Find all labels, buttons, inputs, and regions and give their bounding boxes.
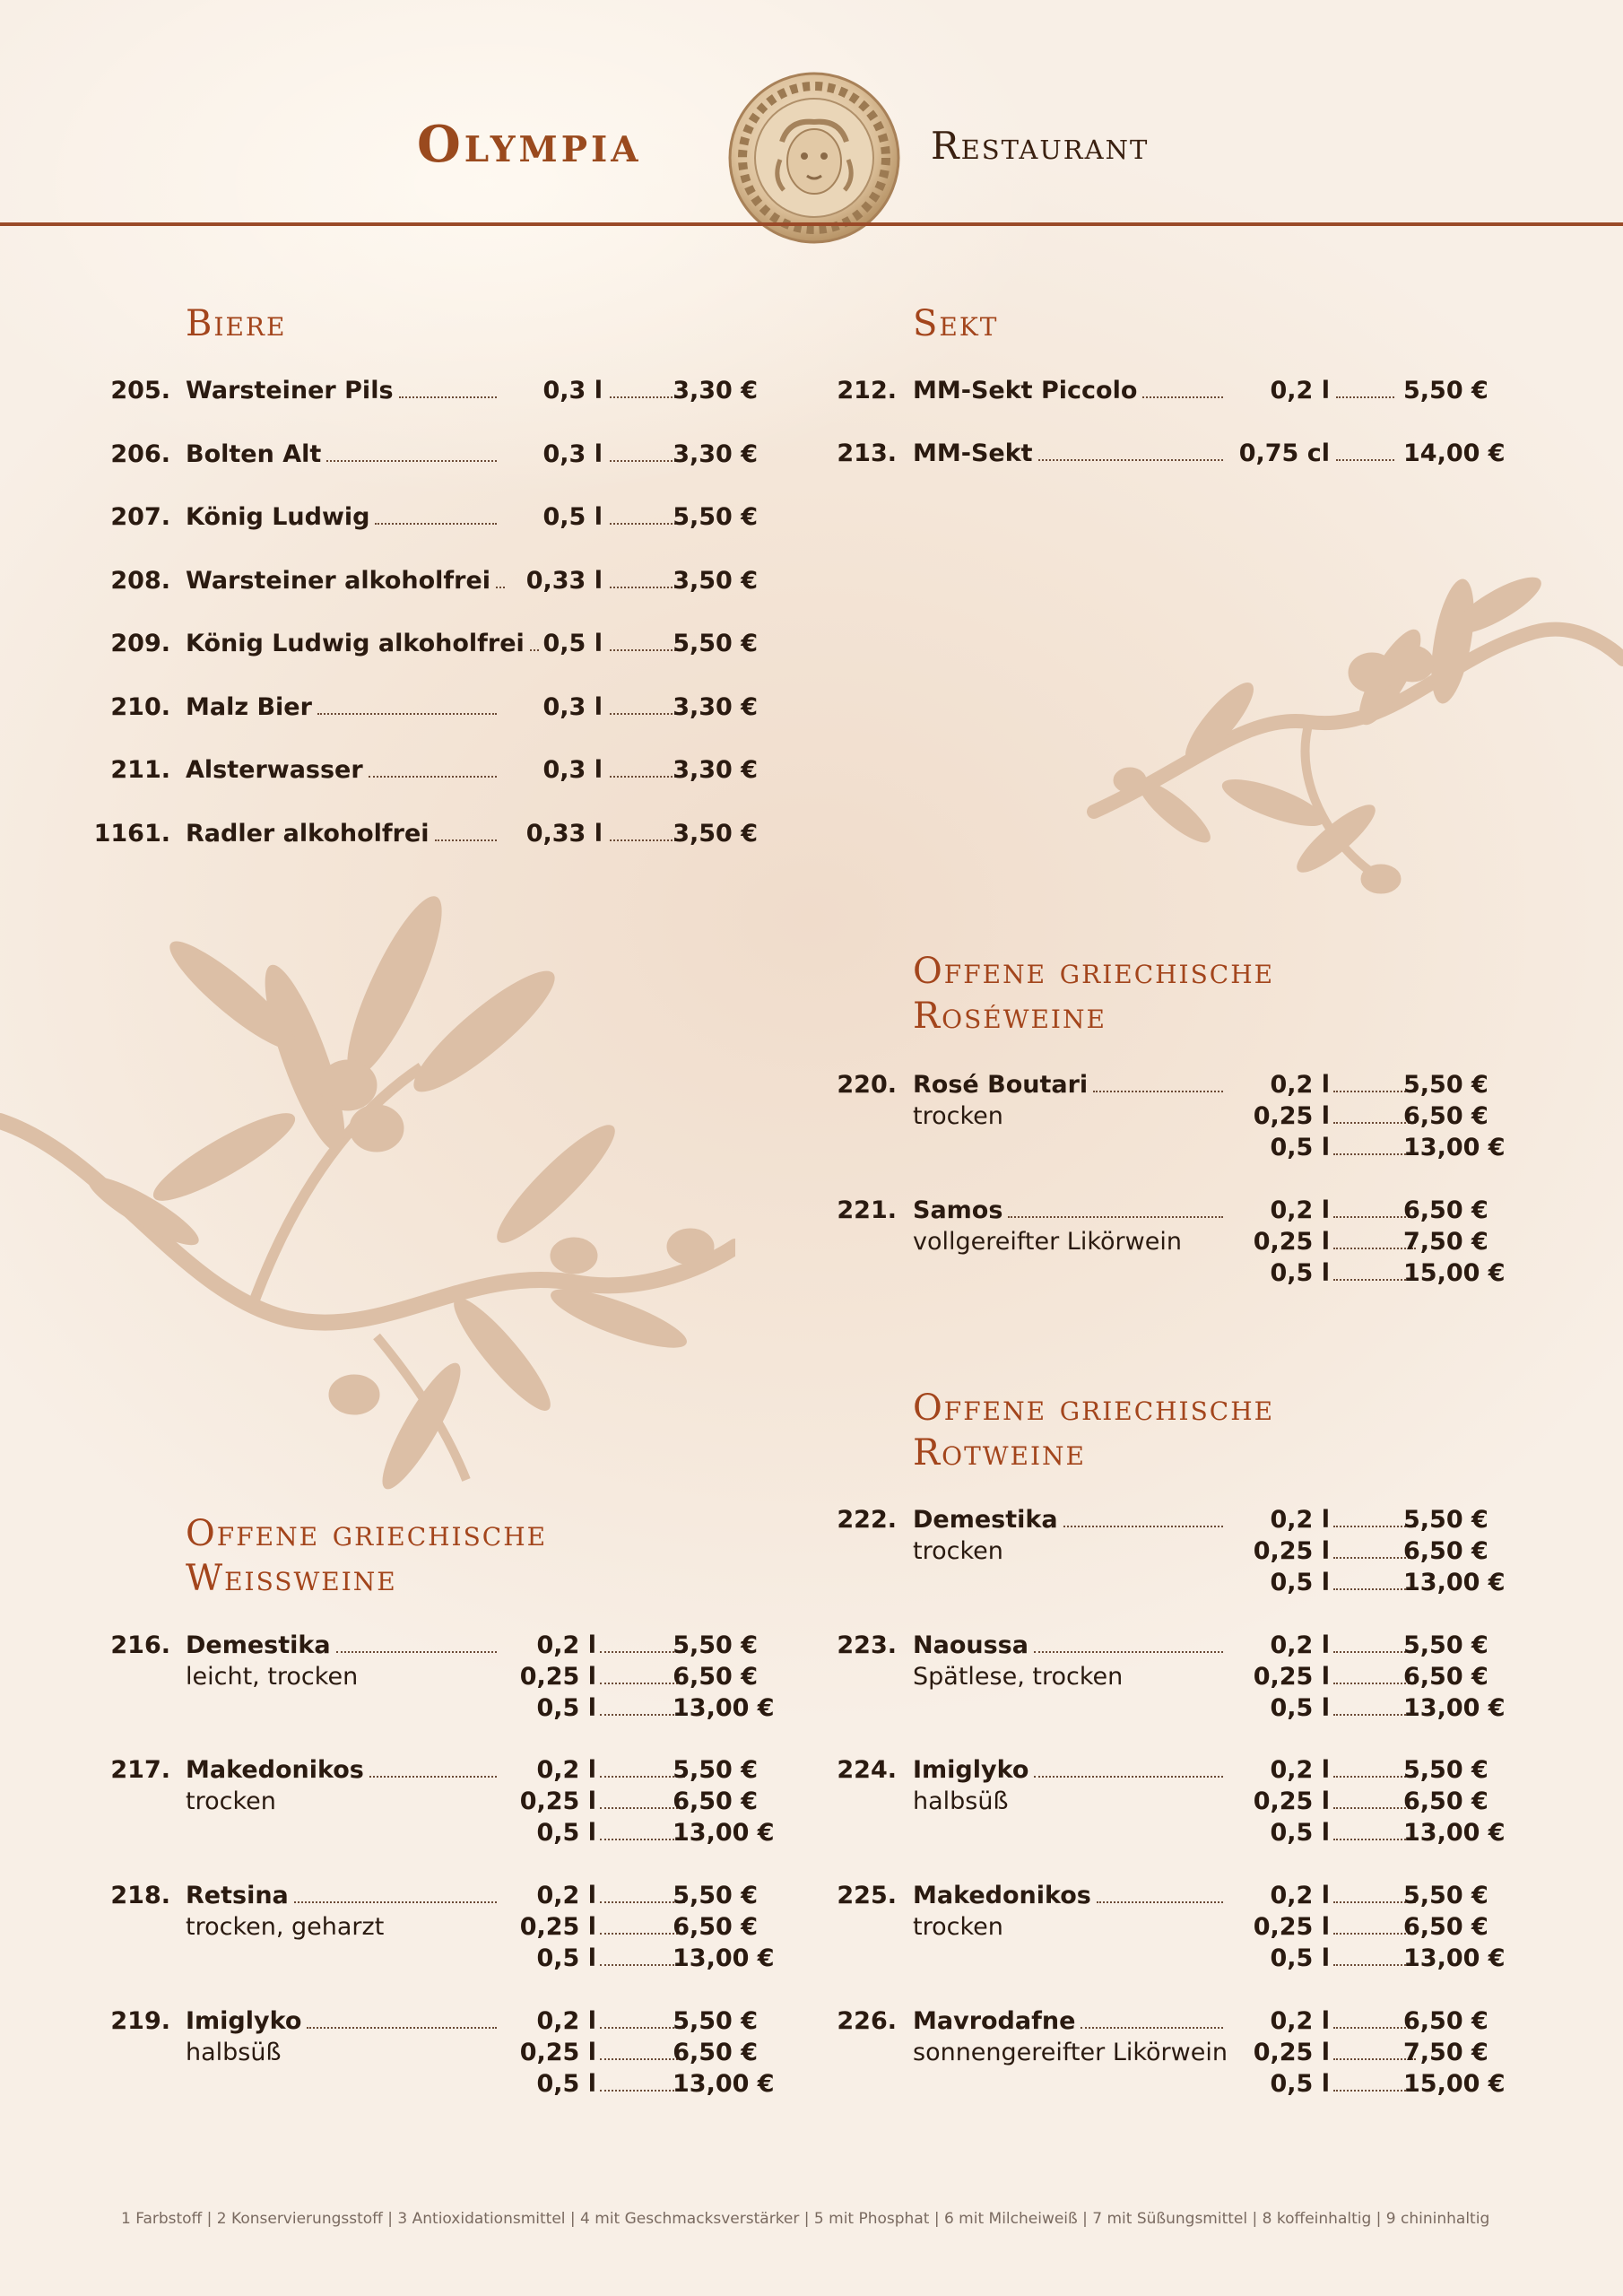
item-price: 7,50 € [1403, 2039, 1488, 2066]
item-description: Spätlese, trocken [913, 1663, 1124, 1691]
item-name: König Ludwig [186, 503, 370, 531]
item-name: MM-Sekt [913, 439, 1033, 467]
item-number: 1161. [93, 819, 170, 848]
dot-leader [610, 758, 680, 778]
item-volume: 0,2 l [1270, 1882, 1330, 1909]
wine-item-row [0, 1506, 1623, 1535]
item-volume: 0,2 l [536, 1756, 596, 1784]
item-price: 6,50 € [673, 1913, 758, 1941]
item-name: Warsteiner Pils [186, 377, 394, 404]
item-volume: 0,2 l [536, 1882, 596, 1909]
wine-price-row [0, 1944, 1623, 1973]
wine-price-row [0, 1134, 1623, 1162]
item-volume: 0,25 l [519, 1787, 596, 1815]
menu-item-row [0, 756, 1623, 785]
item-number: 208. [110, 566, 170, 595]
item-volume: 0,2 l [1270, 1196, 1330, 1224]
item-number: 216. [110, 1631, 170, 1659]
item-number: 226. [837, 2007, 897, 2035]
item-volume: 0,75 cl [1238, 439, 1330, 467]
item-price: 3,50 € [673, 566, 758, 595]
item-description: sonnengereifter Likörwein [913, 2039, 1228, 2066]
item-price: 3,30 € [673, 692, 758, 721]
item-name: Imiglyko [913, 1756, 1029, 1784]
item-description: trocken [186, 1787, 276, 1815]
item-price: 6,50 € [1403, 1196, 1488, 1224]
item-description: trocken, geharzt [186, 1913, 385, 1941]
item-name: Imiglyko [186, 2007, 302, 2035]
item-volume: 0,25 l [1253, 1537, 1330, 1565]
item-price: 13,00 € [673, 1694, 775, 1722]
item-price: 5,50 € [673, 1631, 758, 1659]
item-number: 207. [110, 503, 170, 531]
section-title-sekt: Sekt [913, 303, 999, 344]
item-price: 5,50 € [1403, 1071, 1488, 1099]
item-price: 5,50 € [1403, 1882, 1488, 1909]
item-volume: 0,25 l [519, 1913, 596, 1941]
item-volume: 0,5 l [1270, 1819, 1330, 1847]
menu-item-row [0, 439, 1623, 468]
item-volume: 0,5 l [536, 1819, 596, 1847]
item-number: 220. [837, 1071, 897, 1099]
brand-name: Olympia [417, 115, 642, 174]
item-volume: 0,25 l [519, 1663, 596, 1691]
dot-leader [1336, 378, 1394, 398]
wine-price-row [0, 1787, 1623, 1816]
item-name: Naoussa [913, 1631, 1028, 1659]
item-price: 5,50 € [673, 1756, 758, 1784]
wine-item-row [0, 2007, 1623, 2036]
item-number: 222. [837, 1506, 897, 1534]
dot-leader [369, 1758, 497, 1778]
olive-branch-ornament-left [0, 888, 735, 1498]
item-number: 218. [110, 1882, 170, 1909]
item-volume: 0,25 l [1253, 2039, 1330, 2066]
item-name: Bolten Alt [186, 439, 322, 468]
item-number: 206. [110, 439, 170, 468]
menu-item-row [0, 693, 1623, 722]
brand-subtitle: Restaurant [931, 124, 1150, 168]
dot-leader [369, 758, 497, 778]
item-volume: 0,5 l [542, 503, 603, 531]
item-volume: 0,2 l [1270, 1071, 1330, 1099]
item-description: trocken [913, 1102, 1003, 1130]
item-price: 13,00 € [1403, 1819, 1506, 1847]
item-name: Alsterwasser [186, 756, 363, 784]
item-volume: 0,25 l [1253, 1787, 1330, 1815]
item-number: 219. [110, 2007, 170, 2035]
item-volume: 0,3 l [542, 377, 603, 404]
item-description: trocken [913, 1537, 1003, 1565]
item-price: 6,50 € [1403, 1663, 1488, 1691]
menu-item-row [0, 820, 1623, 848]
item-volume: 0,33 l [525, 819, 603, 848]
dot-leader [336, 1633, 497, 1653]
section-title-weiss: Offene griechische Weissweine [186, 1513, 548, 1599]
wine-price-row [0, 1569, 1623, 1597]
item-price: 13,00 € [673, 2070, 775, 2098]
item-volume: 0,2 l [1270, 1631, 1330, 1659]
section-title-rose: Offene griechische Roséweine [913, 951, 1275, 1037]
wine-price-row [0, 2039, 1623, 2067]
item-price: 13,00 € [1403, 1569, 1506, 1596]
item-volume: 0,2 l [536, 1631, 596, 1659]
item-price: 15,00 € [1403, 2070, 1506, 2098]
item-price: 3,50 € [673, 819, 758, 848]
item-name: Demestika [186, 1631, 331, 1659]
item-price: 7,50 € [1403, 1228, 1488, 1256]
wine-item-row [0, 1071, 1623, 1100]
item-description: leicht, trocken [186, 1663, 359, 1691]
item-number: 210. [110, 692, 170, 721]
item-volume: 0,5 l [542, 630, 603, 657]
item-number: 213. [837, 439, 897, 467]
item-volume: 0,5 l [536, 1944, 596, 1972]
wine-price-row [0, 1537, 1623, 1566]
dot-leader [375, 505, 497, 525]
item-number: 205. [110, 377, 170, 404]
item-price: 13,00 € [1403, 1944, 1506, 1972]
item-price: 5,50 € [1403, 1756, 1488, 1784]
menu-item-row [0, 567, 1623, 596]
dot-leader [294, 1883, 497, 1903]
header-divider [0, 222, 1623, 226]
menu-item-row [0, 503, 1623, 532]
item-volume: 0,25 l [519, 2039, 596, 2066]
item-volume: 0,5 l [1270, 1569, 1330, 1596]
item-price: 5,50 € [673, 503, 758, 531]
item-name: Retsina [186, 1882, 289, 1909]
item-number: 225. [837, 1882, 897, 1909]
dot-leader [307, 2009, 497, 2029]
item-price: 13,00 € [673, 1944, 775, 1972]
item-number: 209. [110, 630, 170, 657]
item-price: 3,30 € [673, 439, 758, 468]
medusa-medallion-logo [726, 70, 902, 246]
section-title-rot: Offene griechische Rotweine [913, 1387, 1275, 1474]
item-price: 13,00 € [1403, 1694, 1506, 1722]
dot-leader [610, 569, 680, 588]
item-description: vollgereifter Likörwein [913, 1228, 1182, 1256]
menu-item-row [0, 630, 1623, 658]
item-price: 6,50 € [1403, 1102, 1488, 1130]
item-price: 5,50 € [1403, 1631, 1488, 1659]
item-volume: 0,2 l [1270, 377, 1330, 404]
item-volume: 0,5 l [1270, 1694, 1330, 1722]
item-number: 221. [837, 1196, 897, 1224]
allergen-footnote: 1 Farbstoff | 2 Konservierungsstoff | 3 Antioxidationsmittel | 4 mit Geschmacksverstärker | 5 mit Phosphat | 6 mit Milcheiweiß | 7 mit Süßungsmittel | 8 koffeinhaltig | 9 chininhaltig [121, 2210, 1490, 2228]
dot-leader [1336, 441, 1394, 461]
item-volume: 0,5 l [536, 1694, 596, 1722]
item-number: 211. [110, 756, 170, 784]
item-volume: 0,5 l [1270, 1259, 1330, 1287]
item-volume: 0,2 l [1270, 2007, 1330, 2035]
item-description: halbsüß [913, 1787, 1009, 1815]
item-price: 6,50 € [673, 1787, 758, 1815]
item-price: 3,30 € [673, 756, 758, 784]
wine-price-row [0, 1913, 1623, 1942]
item-volume: 0,5 l [1270, 1944, 1330, 1972]
item-price: 6,50 € [1403, 1787, 1488, 1815]
item-number: 212. [837, 377, 897, 404]
item-price: 14,00 € [1403, 439, 1506, 467]
item-name: Makedonikos [186, 1756, 364, 1784]
item-description: halbsüß [186, 2039, 282, 2066]
item-price: 13,00 € [1403, 1134, 1506, 1161]
dot-leader [1063, 1508, 1223, 1527]
dot-leader [1093, 1073, 1223, 1092]
section-title-biere: Biere [186, 303, 287, 344]
wine-price-row [0, 2070, 1623, 2099]
dot-leader [317, 695, 497, 715]
item-volume: 0,25 l [1253, 1228, 1330, 1256]
item-name: Malz Bier [186, 692, 312, 721]
item-volume: 0,3 l [542, 756, 603, 784]
item-price: 13,00 € [673, 1819, 775, 1847]
item-volume: 0,2 l [536, 2007, 596, 2035]
item-description: trocken [913, 1913, 1003, 1941]
wine-price-row [0, 1694, 1623, 1723]
item-name: Samos [913, 1196, 1003, 1224]
item-name: König Ludwig alkoholfrei [186, 630, 525, 657]
item-price: 6,50 € [673, 1663, 758, 1691]
menu-item-row [0, 377, 1623, 405]
item-volume: 0,5 l [536, 2070, 596, 2098]
item-price: 5,50 € [673, 1882, 758, 1909]
item-number: 223. [837, 1631, 897, 1659]
item-price: 3,30 € [673, 377, 758, 404]
dot-leader [610, 505, 680, 525]
dot-leader [435, 822, 497, 841]
dot-leader [1038, 441, 1223, 461]
item-name: Mavrodafne [913, 2007, 1076, 2035]
item-volume: 0,25 l [1253, 1663, 1330, 1691]
item-name: Radler alkoholfrei [186, 819, 430, 848]
item-price: 5,50 € [673, 630, 758, 657]
item-number: 224. [837, 1756, 897, 1784]
dot-leader [1142, 378, 1223, 398]
item-price: 5,50 € [673, 2007, 758, 2035]
wine-price-row [0, 1259, 1623, 1288]
header [0, 0, 1623, 224]
item-price: 6,50 € [673, 2039, 758, 2066]
item-volume: 0,5 l [1270, 1134, 1330, 1161]
item-number: 217. [110, 1756, 170, 1784]
item-volume: 0,2 l [1270, 1756, 1330, 1784]
item-volume: 0,25 l [1253, 1102, 1330, 1130]
item-price: 5,50 € [1403, 1506, 1488, 1534]
dot-leader [610, 695, 680, 715]
item-volume: 0,3 l [542, 692, 603, 721]
wine-price-row [0, 1228, 1623, 1257]
wine-item-row [0, 1756, 1623, 1785]
item-volume: 0,5 l [1270, 2070, 1330, 2098]
item-volume: 0,3 l [542, 439, 603, 468]
dot-leader [610, 631, 680, 651]
item-volume: 0,25 l [1253, 1913, 1330, 1941]
item-name: Demestika [913, 1506, 1058, 1534]
item-name: MM-Sekt Piccolo [913, 377, 1138, 404]
item-volume: 0,33 l [525, 566, 603, 595]
item-price: 6,50 € [1403, 1537, 1488, 1565]
dot-leader [1008, 1198, 1223, 1218]
wine-price-row [0, 1102, 1623, 1131]
wine-price-row [0, 1663, 1623, 1692]
dot-leader [610, 822, 680, 841]
item-price: 6,50 € [1403, 1913, 1488, 1941]
item-name: Makedonikos [913, 1882, 1091, 1909]
wine-price-row [0, 1819, 1623, 1848]
wine-item-row [0, 1631, 1623, 1660]
item-price: 5,50 € [1403, 377, 1488, 404]
item-volume: 0,2 l [1270, 1506, 1330, 1534]
item-name: Rosé Boutari [913, 1071, 1089, 1099]
wine-item-row [0, 1882, 1623, 1910]
wine-item-row [0, 1196, 1623, 1225]
item-price: 6,50 € [1403, 2007, 1488, 2035]
item-name: Warsteiner alkoholfrei [186, 566, 491, 595]
item-price: 15,00 € [1403, 1259, 1506, 1287]
